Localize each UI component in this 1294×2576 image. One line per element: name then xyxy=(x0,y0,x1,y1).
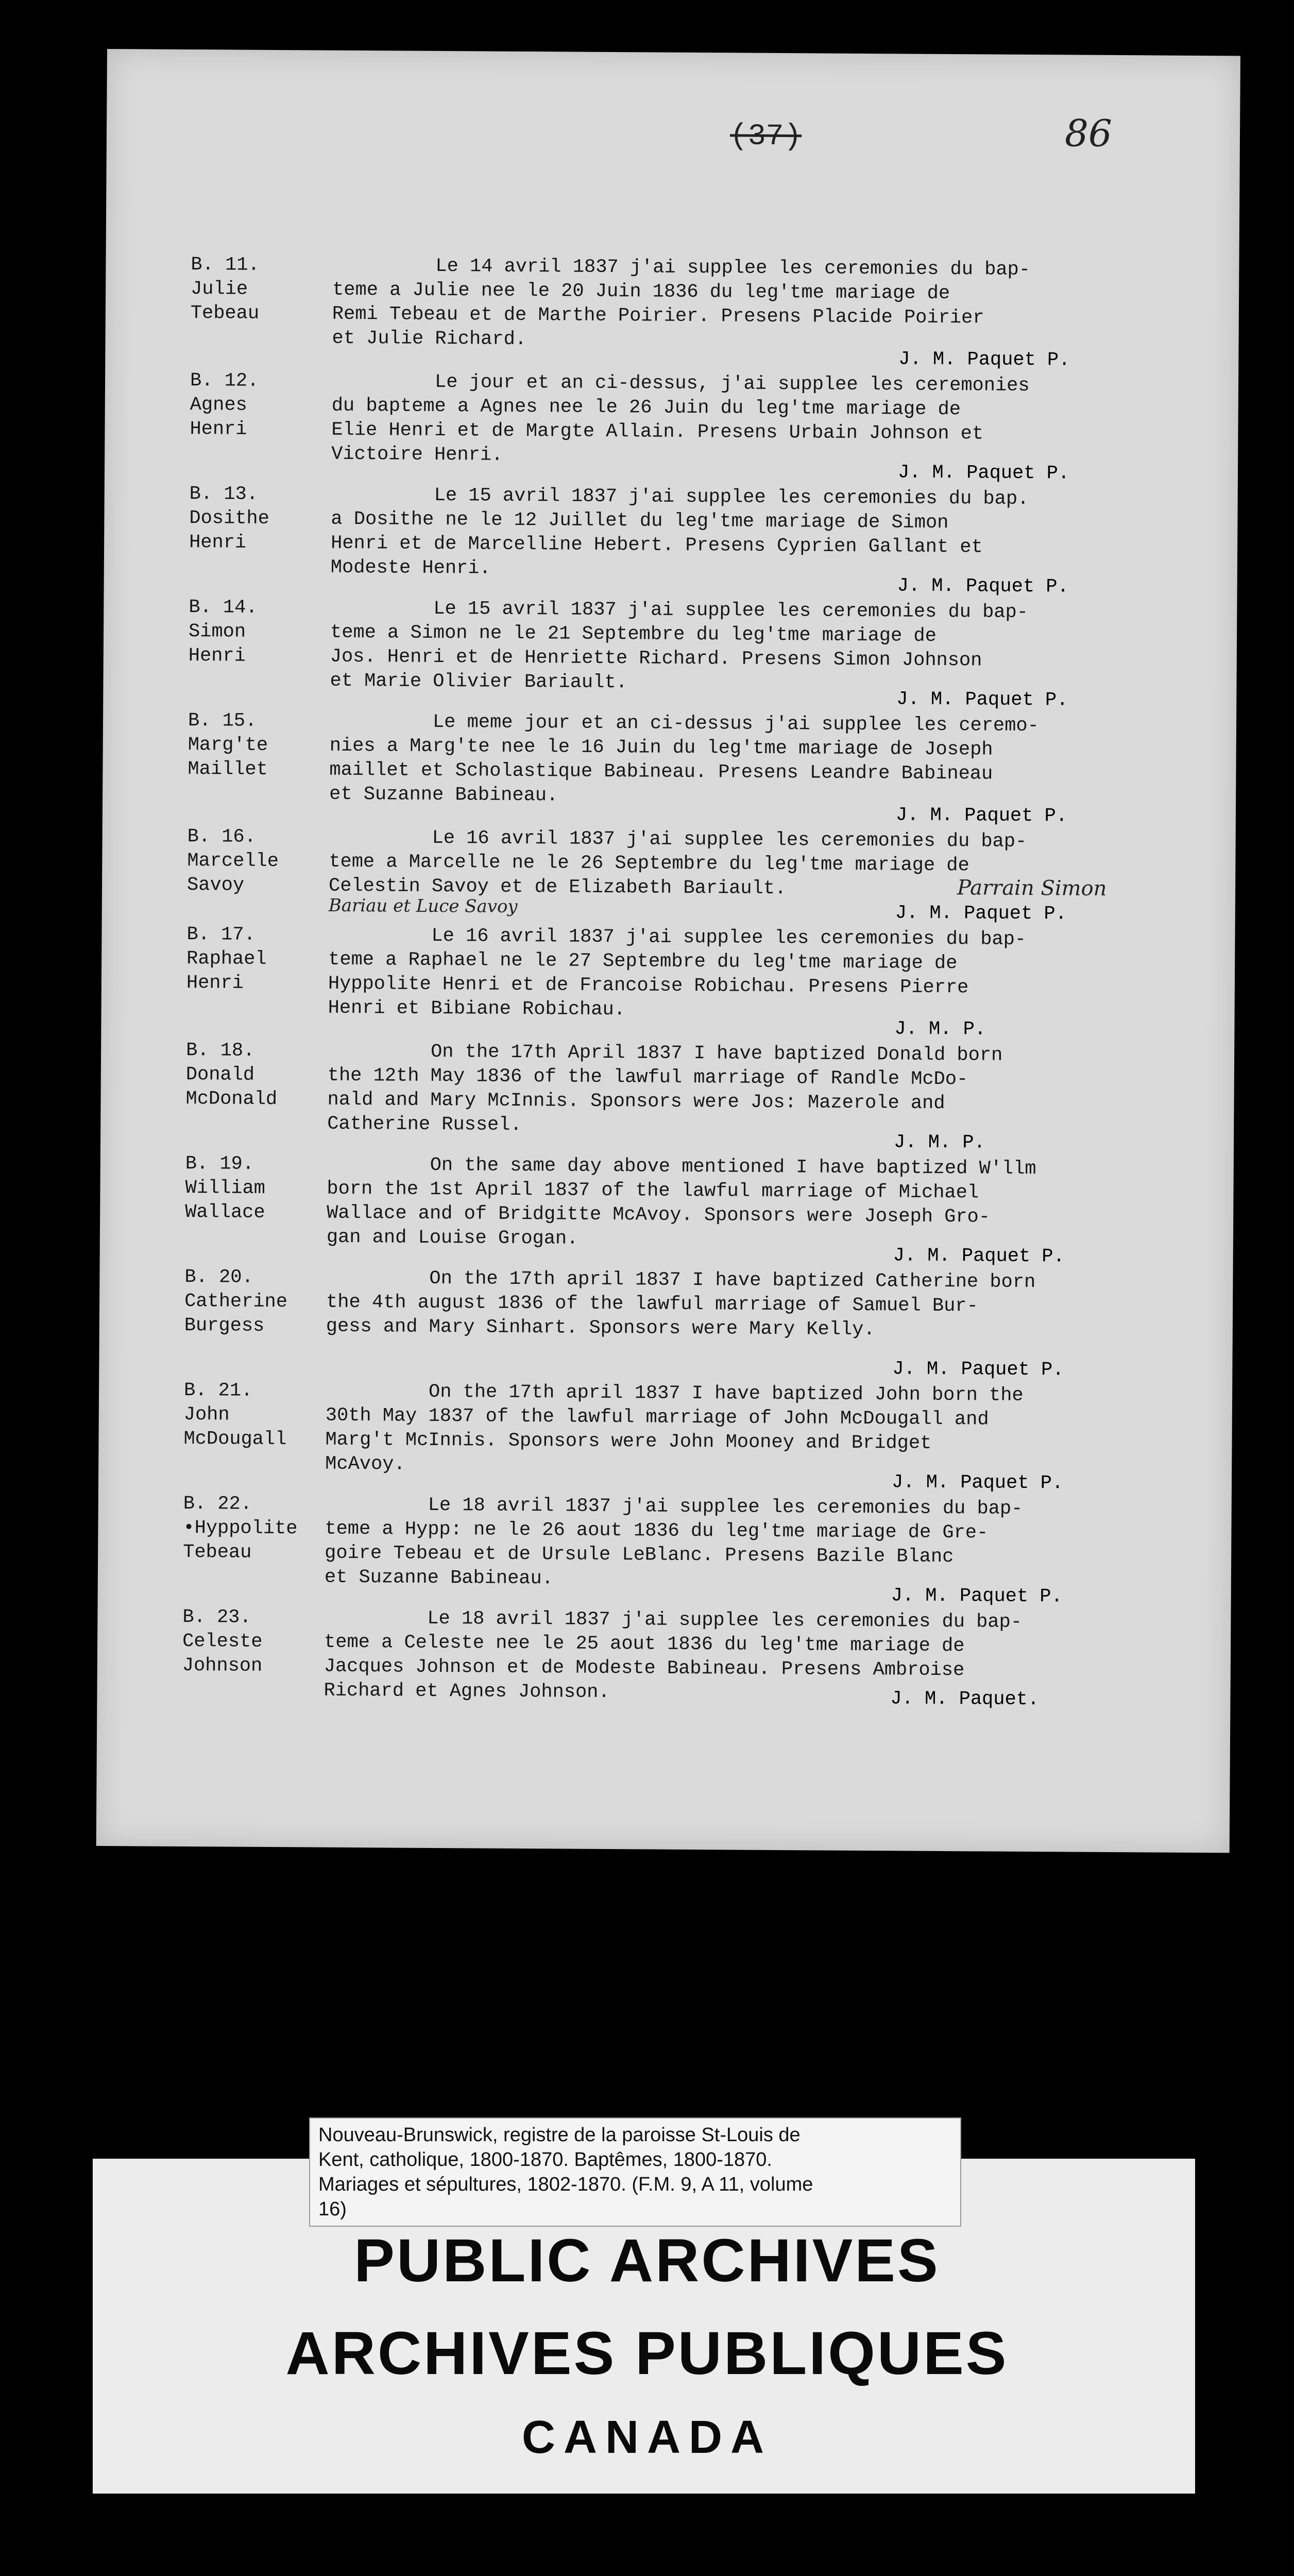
entry-line: teme a Hypp: ne le 26 aout 1836 du leg'tme mariage de Gre- xyxy=(325,1518,989,1544)
entry-line: Marg't McInnis. Sponsors were John Mooney and Bridget xyxy=(325,1429,932,1454)
entry-line: Victoire Henri. xyxy=(331,443,503,466)
entry-margin-label: B. 13. Dosithe Henri xyxy=(189,483,270,554)
priest-signature: J. M. P. xyxy=(893,1131,985,1154)
entry-text xyxy=(327,1153,1294,1256)
priest-signature: J. M. P. xyxy=(894,1018,986,1041)
priest-signature: J. M. Paquet P. xyxy=(897,575,1069,598)
entry-line: teme a Celeste nee le 25 aout 1836 du leg'tme mariage de xyxy=(324,1631,965,1657)
entry-line: Henri et Bibiane Robichau. xyxy=(328,997,626,1021)
entry-line: Jacques Johnson et de Modeste Babineau. Presens Ambroise xyxy=(324,1655,965,1682)
handwritten-sponsor-note-line2: Bariau et Luce Savoy xyxy=(328,895,518,917)
entry-text xyxy=(329,710,1294,812)
entry-margin-label: B. 22. •Hyppolite Tebeau xyxy=(183,1493,298,1564)
entry-line: et Suzanne Babineau. xyxy=(324,1566,554,1590)
entry-line: Le 14 avril 1837 j'ai supplee les ceremonies du bap- xyxy=(435,255,1031,281)
stamp-canada: CANADA xyxy=(522,2412,772,2463)
entry-line: Henri et de Marcelline Hebert. Presens Cyprien Gallant et xyxy=(331,532,983,558)
final-signature: J. M. Paquet. xyxy=(890,1688,1040,1711)
entry-margin-label: B. 19. William Wallace xyxy=(185,1153,266,1224)
entry-line: nies a Marg'te nee le 16 Juin du leg'tme mariage de Joseph xyxy=(329,735,993,761)
entry-line: teme a Raphael ne le 27 Septembre du leg'tme mariage de xyxy=(328,948,958,975)
handwritten-sponsor-note-line1: Parrain Simon xyxy=(957,876,1107,901)
priest-signature: J. M. Paquet P. xyxy=(893,1245,1065,1268)
entry-text xyxy=(329,826,1294,904)
baptism-entry xyxy=(101,1038,1234,1136)
entry-margin-label: B. 20. Catherine Burgess xyxy=(184,1266,288,1337)
entry-line: maillet et Scholastique Babineau. Presens Leandre Babineau xyxy=(329,759,993,785)
entry-line: born the 1st April 1837 of the lawful marriage of Michael xyxy=(327,1178,979,1204)
entry-line: et Marie Olivier Bariault. xyxy=(330,670,627,694)
entry-line: Hyppolite Henri et de Francoise Robichau. Presens Pierre xyxy=(328,973,969,999)
entry-text xyxy=(326,1266,1294,1345)
entry-line: teme a Julie nee le 20 Juin 1836 du leg'tme mariage de xyxy=(332,279,950,305)
stamp-archives-publiques: ARCHIVES PUBLIQUES xyxy=(285,2319,1009,2387)
entry-line: Le 16 avril 1837 j'ai supplee les ceremonies du bap- xyxy=(432,827,1027,853)
entry-line: du bapteme a Agnes nee le 26 Juin du leg'tme mariage de xyxy=(331,395,961,421)
folio-number: 86 xyxy=(1064,111,1112,155)
entry-line: nald and Mary McInnis. Sponsors were Jos: Mazerole and xyxy=(327,1089,945,1114)
entry-line: goire Tebeau et de Ursule LeBlanc. Presens Bazile Blanc xyxy=(325,1542,954,1568)
entry-text xyxy=(325,1493,1293,1596)
entry-line: On the 17th April 1837 I have baptized Donald born xyxy=(430,1041,1003,1066)
entry-line: Le 15 avril 1837 j'ai supplee les ceremonies du bap- xyxy=(433,598,1029,623)
entry-line: Le meme jour et an ci-dessus j'ai supplee les ceremo- xyxy=(432,711,1039,737)
priest-signature: J. M. Paquet P. xyxy=(891,1585,1063,1608)
entry-text xyxy=(324,1606,1292,1709)
entry-text xyxy=(328,924,1294,1026)
entry-margin-label: B. 23. Celeste Johnson xyxy=(182,1606,263,1677)
entry-line: Wallace and of Bridgitte McAvoy. Sponsors were Joseph Gro- xyxy=(327,1202,991,1228)
entry-line: teme a Simon ne le 21 Septembre du leg'tme mariage de xyxy=(330,621,937,647)
entry-line: Remi Tebeau et de Marthe Poirier. Presens Placide Poirier xyxy=(332,303,984,329)
entry-line: the 4th august 1836 of the lawful marriage of Samuel Bur- xyxy=(326,1291,978,1317)
register-page xyxy=(96,49,1240,1853)
entry-text xyxy=(331,483,1294,586)
entry-line: McAvoy. xyxy=(325,1453,405,1476)
entry-line: Elie Henri et de Margte Allain. Presens Urbain Johnson et xyxy=(331,419,984,445)
entry-line: et Suzanne Babineau. xyxy=(329,783,558,807)
entry-line: Celestin Savoy et de Elizabeth Bariault. xyxy=(328,875,787,900)
entry-text xyxy=(325,1380,1294,1482)
baptism-entry xyxy=(106,252,1239,350)
entry-margin-label: B. 14. Simon Henri xyxy=(188,596,258,667)
label-line: Kent, catholique, 1800-1870. Baptêmes, 1800-1870. xyxy=(318,2149,772,2171)
entry-margin-label: B. 18. Donald McDonald xyxy=(185,1039,278,1111)
entry-line: et Julie Richard. xyxy=(332,327,527,350)
entry-margin-label: B. 15. Marg'te Maillet xyxy=(188,709,268,781)
label-line: Nouveau-Brunswick, registre de la paroisse St-Louis de xyxy=(318,2124,801,2146)
entry-text xyxy=(327,1040,1294,1142)
entry-line: Le 15 avril 1837 j'ai supplee les ceremonies du bap. xyxy=(434,484,1029,510)
priest-signature: J. M. Paquet P. xyxy=(895,804,1068,827)
entry-line: gan and Louise Grogan. xyxy=(326,1226,578,1250)
entry-line: the 12th May 1836 of the lawful marriage of Randle McDo- xyxy=(327,1064,968,1091)
priest-signature: J. M. Paquet P. xyxy=(896,688,1068,711)
entry-line: teme a Marcelle ne le 26 Septembre du leg'tme mariage de xyxy=(329,851,969,877)
entry-line: On the same day above mentioned I have baptized W'llm xyxy=(430,1154,1036,1180)
baptism-entry xyxy=(100,1151,1234,1250)
priest-signature: J. M. Paquet P. xyxy=(892,1358,1064,1381)
entry-line: Le 16 avril 1837 j'ai supplee les ceremonies du bap- xyxy=(431,925,1027,951)
entry-text xyxy=(330,597,1294,699)
entry-margin-label: B. 17. Raphael Henri xyxy=(186,923,267,994)
entry-margin-label: B. 11. Julie Tebeau xyxy=(190,254,260,325)
entry-line: Jos. Henri et de Henriette Richard. Presens Simon Johnson xyxy=(330,646,982,672)
archive-page-number: (37) xyxy=(729,120,802,154)
entry-line: On the 17th april 1837 I have baptized Catherine born xyxy=(429,1267,1036,1294)
entry-margin-label: B. 21. John McDougall xyxy=(183,1379,287,1451)
entry-text xyxy=(331,370,1294,472)
priest-signature: J. M. Paquet P. xyxy=(897,462,1070,485)
label-line: Mariages et sépultures, 1802-1870. (F.M. 9, A 11, volume xyxy=(318,2174,813,2195)
label-line: 16) xyxy=(318,2198,347,2220)
entry-line: 30th May 1837 of the lawful marriage of John McDougall and xyxy=(325,1404,989,1431)
entry-line: Catherine Russel. xyxy=(327,1113,522,1136)
entry-line: Le 18 avril 1837 j'ai supplee les ceremonies du bap- xyxy=(427,1607,1023,1633)
entry-line: gess and Mary Sinhart. Sponsors were Mary Kelly. xyxy=(326,1315,875,1341)
entry-margin-label: B. 16. Marcelle Savoy xyxy=(186,825,279,896)
entry-line: On the 17th april 1837 I have baptized John born the xyxy=(428,1381,1024,1406)
entry-line: Modeste Henri. xyxy=(330,556,491,580)
entry-margin-label: B. 12. Agnes Henri xyxy=(190,369,259,440)
archive-label xyxy=(309,2117,961,2227)
entry-line: Le 18 avril 1837 j'ai supplee les ceremonies du bap- xyxy=(428,1494,1023,1520)
priest-signature: J. M. Paquet P. xyxy=(898,348,1070,371)
entry-line: a Dosithe ne le 12 Juillet du leg'tme mariage de Simon xyxy=(331,508,949,534)
stamp-public-archives: PUBLIC ARCHIVES xyxy=(354,2227,940,2295)
entry-line: Richard et Agnes Johnson. xyxy=(324,1680,610,1704)
entry-line: Le jour et an ci-dessus, j'ai supplee les ceremonies xyxy=(434,371,1030,397)
entry-text xyxy=(332,254,1294,357)
priest-signature: J. M. Paquet P. xyxy=(891,1471,1064,1495)
priest-signature: J. M. Paquet P. xyxy=(895,902,1067,925)
